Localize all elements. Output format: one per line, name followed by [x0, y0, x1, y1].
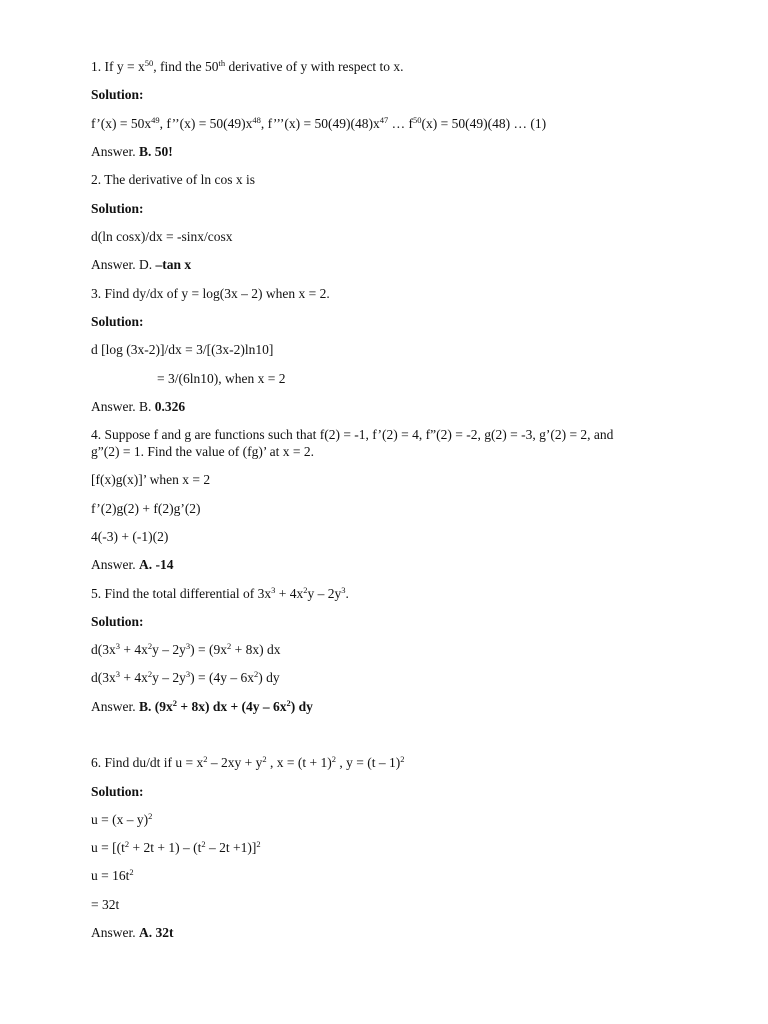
step-3-1: d [log (3x-2)]/dx = 3/[(3x-2)ln10] [91, 342, 274, 357]
step-1-1: f’(x) = $50x^{49}$, f’’(x) = $50(49)x^{48}$, f’’’(x) = $50(49)(48)x^{47}$ … $f^{50}(x) = 50(49)(48)$ … (1) [91, 115, 547, 131]
question-2: 2. The derivative of ln cos x is [91, 172, 255, 187]
step-2-1: d(ln cosx)/dx = -sinx/cosx [91, 229, 233, 244]
question-3: 3. Find dy/dx of y = log(3x – 2) when x = 2. [91, 286, 330, 301]
answer-4: Answer. A. -14 [91, 557, 174, 572]
step-3-2: = 3/(6ln10), when x = 2 [157, 371, 286, 386]
solution-label-2: Solution: [91, 201, 144, 216]
solution-label-5: Solution: [91, 614, 144, 629]
answer-3: Answer. B. 0.326 [91, 399, 186, 414]
step-4-1: [f(x)g(x)]’ when x = 2 [91, 472, 211, 487]
step-4-2: f’(2)g(2) + f(2)g’(2) [91, 501, 201, 516]
step-6-4: = 32t [91, 897, 120, 912]
step-6-1: u = (x – y)$^2$ [91, 811, 153, 827]
solution-label-6: Solution: [91, 784, 144, 799]
step-6-2: $u = [(t^2 + 2t + 1) - (t^2 - 2t +1)]^2$ [91, 839, 261, 855]
answer-5: Answer. B. $(9x^2 + 8x)$ dx + $(4y - 6x^2)$ dy [91, 698, 313, 714]
question-4: 4. Suppose f and g are functions such that f(2) = -1, f’(2) = 4, f”(2) = -2, g(2) = -3, g’(2) = 2, and [91, 427, 614, 442]
answer-6: Answer. A. 32t [91, 925, 174, 940]
question-1: 1. If $y = x^{50}$, find the 50th derivative of y with respect to x. [91, 58, 404, 74]
question-5: 5. Find the total differential of $3x^3 + 4x^2y - 2y^3$. [91, 585, 349, 601]
answer-1: Answer. B. 50! [91, 144, 173, 159]
question-4-continued: g”(2) = 1. Find the value of (fg)’ at x = 2. [91, 444, 315, 459]
step-5-1: $d(3x^3 + 4x^2y - 2y^3) = (9x^2 + 8x)$ dx [91, 641, 281, 657]
step-5-2: $d(3x^3 + 4x^2y - 2y^3) = (4y - 6x^2)$ dy [91, 669, 280, 685]
solution-label-1: Solution: [91, 87, 144, 102]
step-6-3: $u = 16t^2$ [91, 867, 134, 883]
step-4-3: 4(-3) + (-1)(2) [91, 529, 169, 544]
question-6: 6. Find du/dt if $u = x^2 - 2xy + y^2$ , $x = (t + 1)^2$ , y = (t – 1)$^2$ [91, 754, 405, 770]
solution-label-3: Solution: [91, 314, 144, 329]
answer-2: Answer. D. –tan x [91, 257, 192, 272]
